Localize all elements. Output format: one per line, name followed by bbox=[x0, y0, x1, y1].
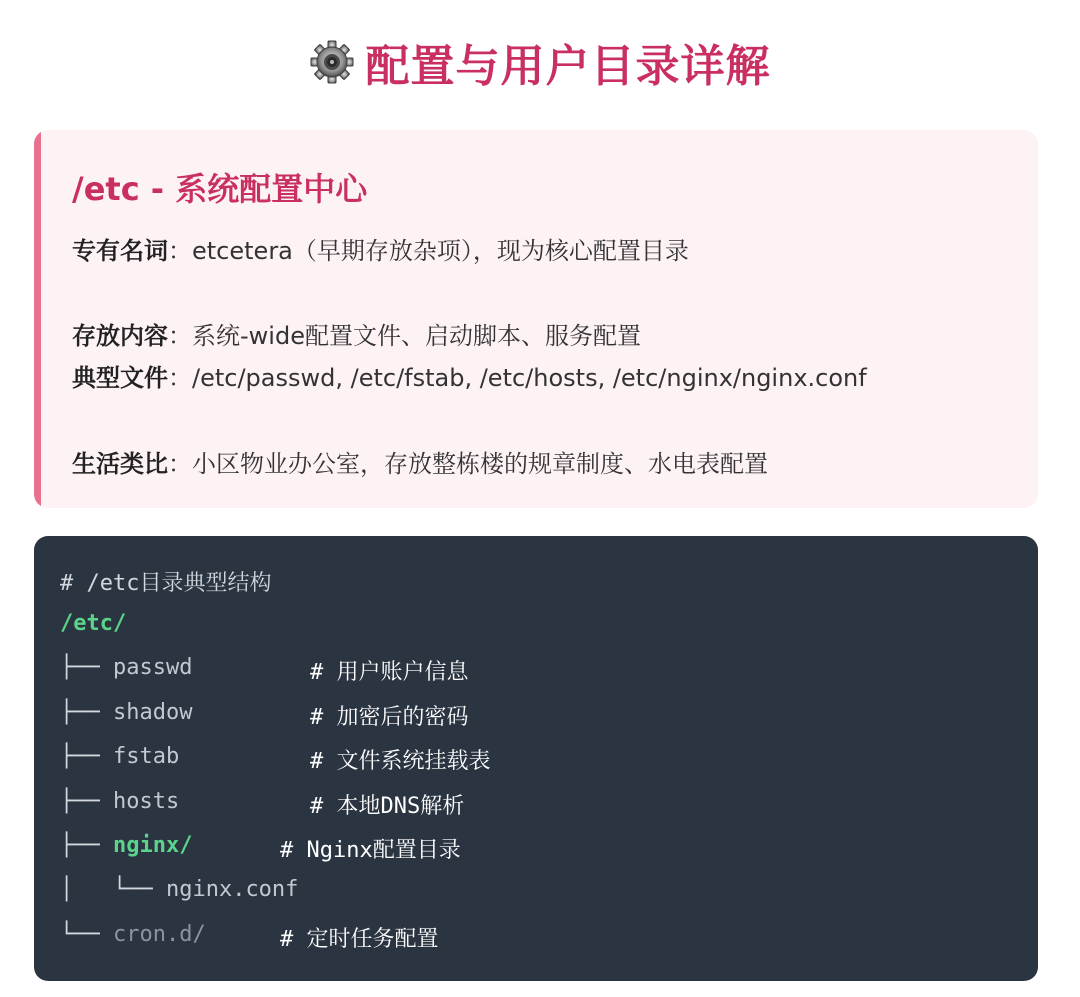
tree-comment: # 本地DNS解析 bbox=[310, 794, 465, 819]
info-separator: ： bbox=[168, 237, 192, 265]
info-row-analogy bbox=[72, 444, 768, 479]
info-value: 小区物业办公室，存放整栋楼的规章制度、水电表配置 bbox=[192, 450, 768, 478]
page-header bbox=[0, 30, 1080, 94]
info-value: etcetera（早期存放杂项），现为核心配置目录 bbox=[192, 237, 689, 265]
tree-branch: ├── bbox=[60, 655, 113, 680]
tree-entry bbox=[60, 833, 192, 858]
tree-file-name: passwd bbox=[112, 655, 193, 680]
info-label: 专有名词 bbox=[72, 237, 168, 265]
tree-entry bbox=[60, 877, 298, 902]
info-card bbox=[34, 130, 1038, 508]
tree-comment: # Nginx配置目录 bbox=[280, 838, 461, 863]
info-row-content bbox=[72, 316, 641, 351]
info-value: 系统-wide配置文件、启动脚本、服务配置 bbox=[192, 322, 641, 350]
info-label: 存放内容 bbox=[72, 322, 168, 350]
info-label: 典型文件 bbox=[72, 364, 168, 392]
page-title: 配置与用户目录详解 bbox=[365, 41, 771, 92]
tree-branch: ├── bbox=[60, 789, 113, 814]
card-accent-bar bbox=[34, 130, 41, 508]
tree-branch: ├── bbox=[60, 744, 113, 769]
tree-branch: └── bbox=[60, 922, 113, 947]
tree-comment: # 用户账户信息 bbox=[310, 660, 469, 685]
tree-file-name: hosts bbox=[112, 789, 180, 814]
tree-entry bbox=[60, 744, 179, 769]
info-label: 生活类比 bbox=[72, 450, 168, 478]
tree-branch: ├── bbox=[60, 700, 113, 725]
gear-icon bbox=[310, 40, 354, 84]
info-value: /etc/passwd, /etc/fstab, /etc/hosts, /etc/nginx/nginx.conf bbox=[192, 364, 867, 392]
tree-dir-name: cron.d/ bbox=[112, 922, 206, 947]
info-row-files bbox=[72, 358, 867, 393]
info-separator: ： bbox=[168, 322, 192, 350]
tree-file-name: shadow bbox=[112, 700, 193, 725]
tree-entry bbox=[60, 700, 192, 725]
tree-entry bbox=[60, 655, 192, 680]
tree-branch: ├── bbox=[60, 833, 113, 858]
info-row-term bbox=[72, 231, 689, 266]
tree-comment: # 定时任务配置 bbox=[280, 927, 439, 952]
tree-comment: # 加密后的密码 bbox=[310, 705, 469, 730]
info-separator: ： bbox=[168, 450, 192, 478]
tree-entry bbox=[60, 922, 206, 947]
tree-dir-name: nginx/ bbox=[112, 833, 193, 858]
card-heading: /etc - 系统配置中心 bbox=[72, 170, 368, 208]
tree-comment: # 文件系统挂载表 bbox=[310, 749, 491, 774]
code-block bbox=[34, 536, 1038, 981]
tree-entry bbox=[60, 789, 179, 814]
code-root-dir: /etc/ bbox=[60, 611, 127, 636]
tree-file-name: nginx.conf bbox=[165, 877, 299, 902]
info-separator: ： bbox=[168, 364, 192, 392]
tree-branch: │ └── bbox=[60, 877, 166, 902]
tree-file-name: fstab bbox=[112, 744, 180, 769]
code-header-comment: # /etc目录典型结构 bbox=[60, 571, 272, 596]
